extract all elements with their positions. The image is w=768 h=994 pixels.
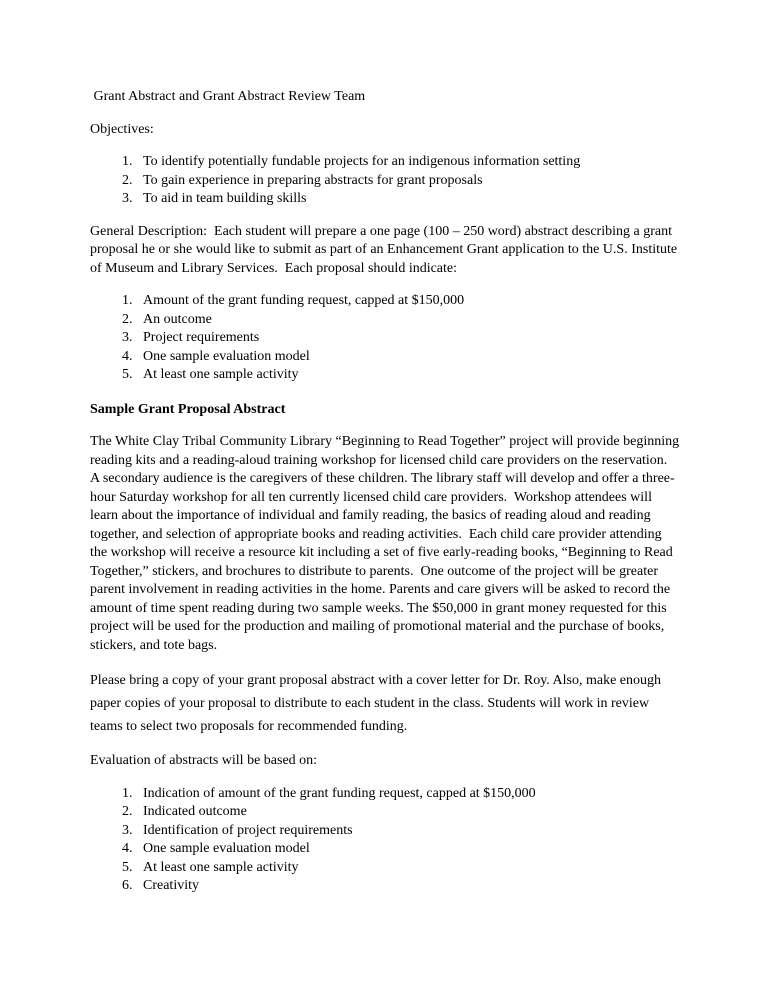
list-item: 1. Amount of the grant funding request, capped at $150,000: [136, 292, 680, 311]
instructions-paragraph: Please bring a copy of your grant proposal abstract with a cover letter for Dr. Roy. Also, make enough paper copies of your proposal to distribute to each student in the class. Students will work in review teams to select two proposals for recommended funding.: [90, 673, 665, 734]
sample-abstract-paragraph: The White Clay Tribal Community Library “Beginning to Read Together” project will provide beginning reading kits and a reading-aloud training workshop for licensed child care providers on the reservation. A secondary audience is the caregivers of these children. The library staff will develop and offer a three-hour Saturday workshop for all ten currently licensed child care providers. Workshop attendees will learn about the importance of individual and family reading, the basics of reading aloud and reading together, and selection of appropriate books and reading activities. Each child care provider attending the workshop will receive a resource kit including a set of five early-reading books, “Beginning to Read Together,” stickers, and brochures to distribute to parents. One outcome of the project will be greater parent involvement in reading activities in the home. Parents and care givers will be asked to record the amount of time spent reading during two sample weeks. The $50,000 in grant money requested for this project will be used for the production and mailing of promotional material and the purchase of books, stickers, and tote bags.: [90, 434, 683, 653]
document-title: Grant Abstract and Grant Abstract Review Team: [90, 89, 366, 104]
evaluation-heading: Evaluation of abstracts will be based on:: [90, 753, 318, 768]
list-item: 4. One sample evaluation model: [136, 840, 680, 859]
list-item: 1. To identify potentially fundable projects for an indigenous information setting: [136, 153, 680, 172]
list-item: 3. Identification of project requirements: [136, 822, 680, 841]
evaluation-criteria-list: [90, 785, 680, 896]
objectives-list: [90, 153, 680, 209]
sample-abstract-heading: Sample Grant Proposal Abstract: [90, 401, 286, 417]
list-item: 4. One sample evaluation model: [136, 348, 680, 367]
list-item: 2. An outcome: [136, 311, 680, 330]
proposal-requirements-list: [90, 292, 680, 385]
list-item: 2. Indicated outcome: [136, 803, 680, 822]
list-item: 3. To aid in team building skills: [136, 190, 680, 209]
list-item: 5. At least one sample activity: [136, 366, 680, 385]
general-description-paragraph: General Description: Each student will prepare a one page (100 – 250 word) abstract describing a grant proposal he or she would like to submit as part of an Enhancement Grant application to the U.S. Institute of Museum and Library Services. Each proposal should indicate:: [90, 223, 681, 276]
list-item: 5. At least one sample activity: [136, 859, 680, 878]
list-item: 1. Indication of amount of the grant funding request, capped at $150,000: [136, 785, 680, 804]
objectives-heading: Objectives:: [90, 121, 154, 137]
list-item: 2. To gain experience in preparing abstracts for grant proposals: [136, 172, 680, 191]
list-item: 3. Project requirements: [136, 329, 680, 348]
list-item: 6. Creativity: [136, 877, 680, 896]
